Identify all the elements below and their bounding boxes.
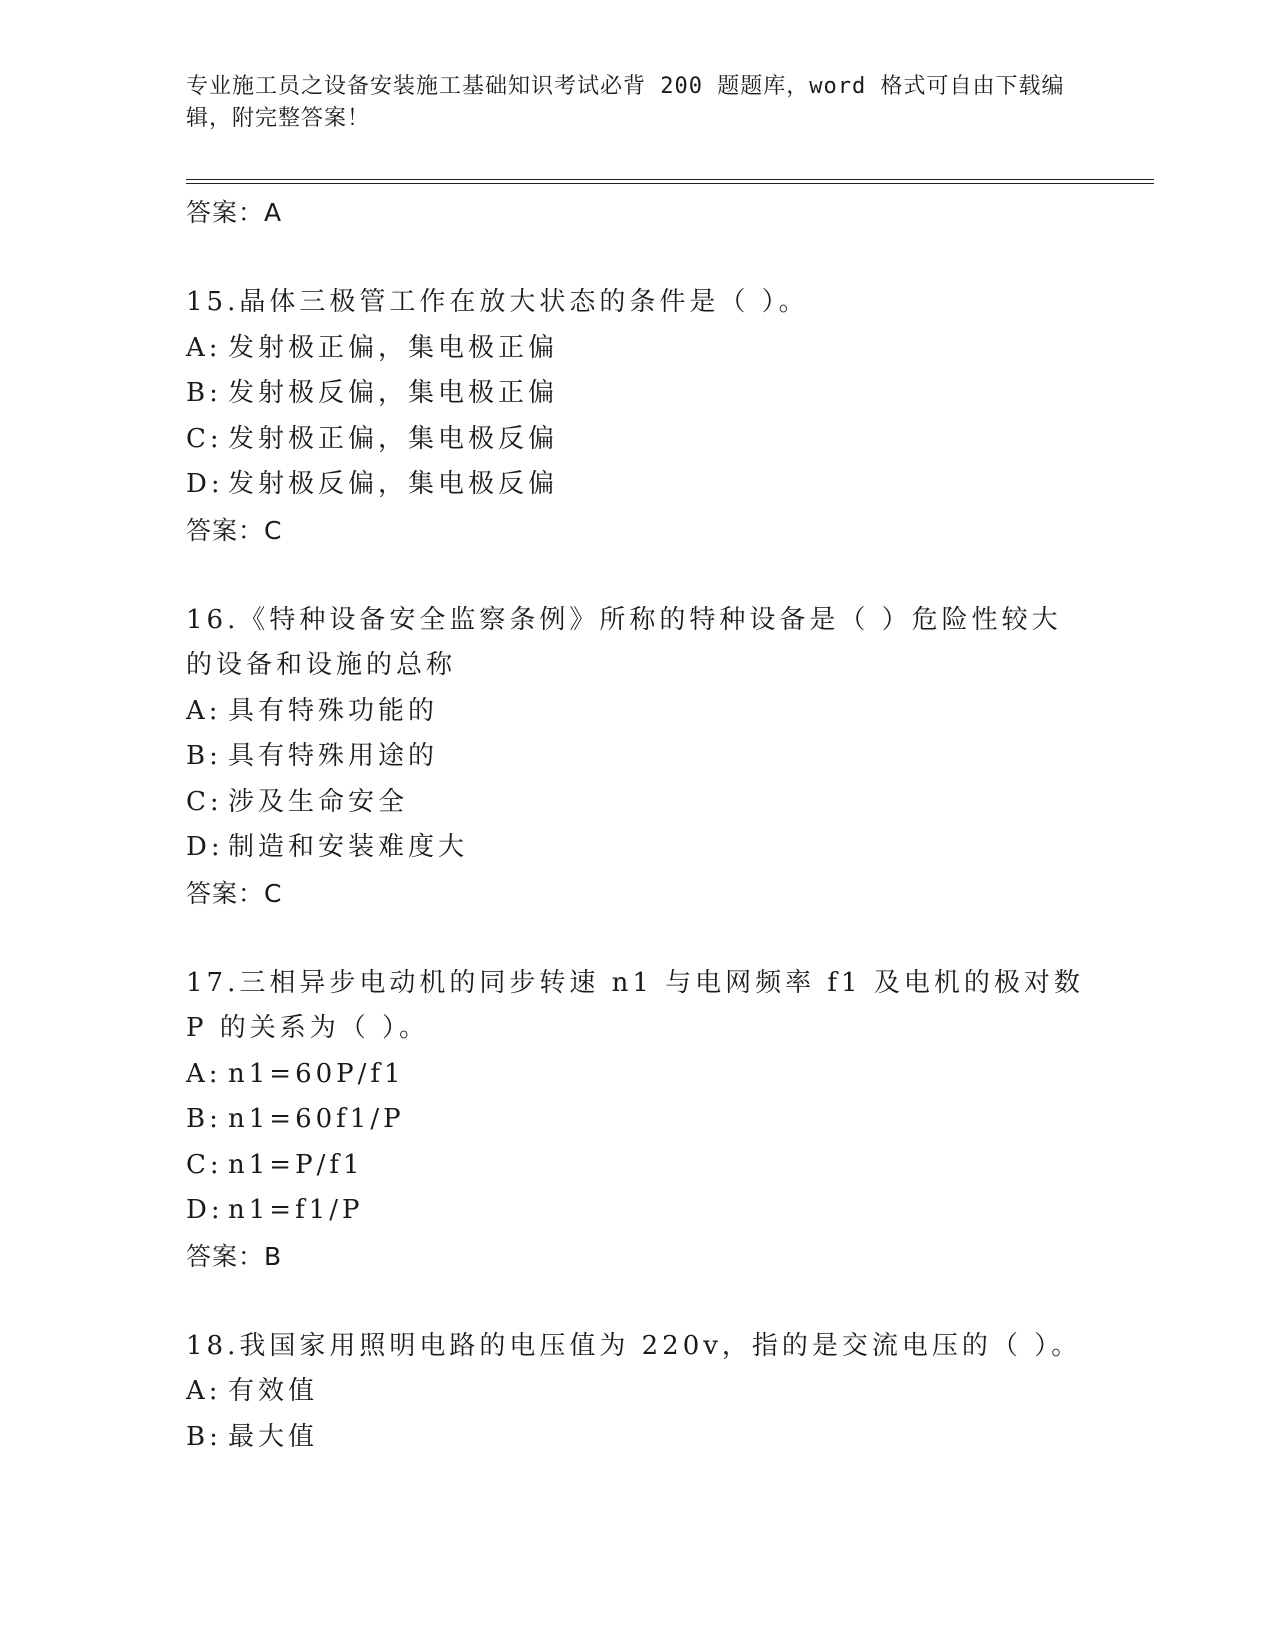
option-letter: B: [186,378,222,408]
option-letter: C: [186,1149,223,1180]
option-letter: C: [186,786,223,817]
option-c [186,780,1086,826]
option-text: 涉及生命安全 [228,786,409,817]
question-block [186,598,1086,917]
answer-line [186,871,1086,917]
option-text: 有效值 [228,1376,319,1406]
option-letter: A: [186,695,222,726]
spacer [186,1280,1086,1324]
option-a [186,1052,1086,1098]
option-c [186,1143,1086,1189]
option-d [186,825,1086,871]
option-text: 发射极反偏，集电极反偏 [228,469,559,499]
answer-value: C [264,515,283,545]
option-text: 具有特殊用途的 [228,741,439,771]
option-text: n1=60P/f1 [228,1058,405,1089]
answer-label: 答案： [186,878,265,908]
header-divider-secondary [186,183,1154,184]
question-block [186,1324,1086,1461]
spacer [186,554,1086,598]
option-text: n1=f1/P [228,1195,364,1225]
option-letter: A: [186,1376,222,1406]
option-text: 制造和安装难度大 [228,832,469,862]
option-letter: D: [186,469,224,499]
option-text: n1=P/f1 [228,1149,364,1180]
question-block [186,961,1086,1280]
option-text: 发射极正偏，集电极反偏 [228,423,559,454]
option-letter: B: [186,1421,222,1452]
option-c [186,417,1086,463]
option-text: n1=60f1/P [228,1104,405,1134]
question-stem: 18.我国家用照明电路的电压值为 220v，指的是交流电压的（ ）。 [186,1330,1082,1361]
header-divider [186,179,1154,180]
spacer [186,917,1086,961]
answer-line [186,190,1086,236]
answer-line [186,508,1086,554]
option-d [186,1188,1086,1234]
answer-label: 答案： [186,515,265,545]
question-stem: 15.晶体三极管工作在放大状态的条件是（ ）。 [186,287,809,317]
option-a [186,689,1086,735]
option-letter: A: [186,332,222,363]
question-stem: 16.《特种设备安全监察条例》所称的特种设备是（ ）危险性较大的设备和设施的总称 [186,604,1062,680]
option-text: 发射极反偏，集电极正偏 [228,378,559,408]
option-letter: B: [186,1104,222,1134]
question-list [186,190,1086,1460]
option-text: 最大值 [228,1421,319,1452]
answer-value: A [264,198,283,227]
option-letter: A: [186,1058,222,1089]
page-header: 专业施工员之设备安装施工基础知识考试必背 200 题题库，word 格式可自由下载编辑，附完整答案！ [186,74,1065,131]
option-b [186,1097,1086,1143]
option-d [186,462,1086,508]
option-text: 具有特殊功能的 [228,695,439,726]
option-text: 发射极正偏，集电极正偏 [228,332,559,363]
option-letter: B: [186,741,222,771]
option-a [186,326,1086,372]
answer-label: 答案： [186,1241,265,1271]
option-letter: D: [186,1195,224,1225]
question-block [186,280,1086,554]
answer-value: C [264,878,283,908]
option-b [186,1415,1086,1461]
spacer [186,236,1086,280]
answer-line [186,1234,1086,1280]
answer-value: B [264,1241,283,1271]
option-a [186,1369,1086,1415]
option-b [186,371,1086,417]
option-letter: C: [186,423,223,454]
option-b [186,734,1086,780]
question-stem: 17.三相异步电动机的同步转速 n1 与电网频率 f1 及电机的极对数 P 的关系为（ ）。 [186,967,1084,1043]
answer-label: 答案： [186,198,265,227]
option-letter: D: [186,832,224,862]
